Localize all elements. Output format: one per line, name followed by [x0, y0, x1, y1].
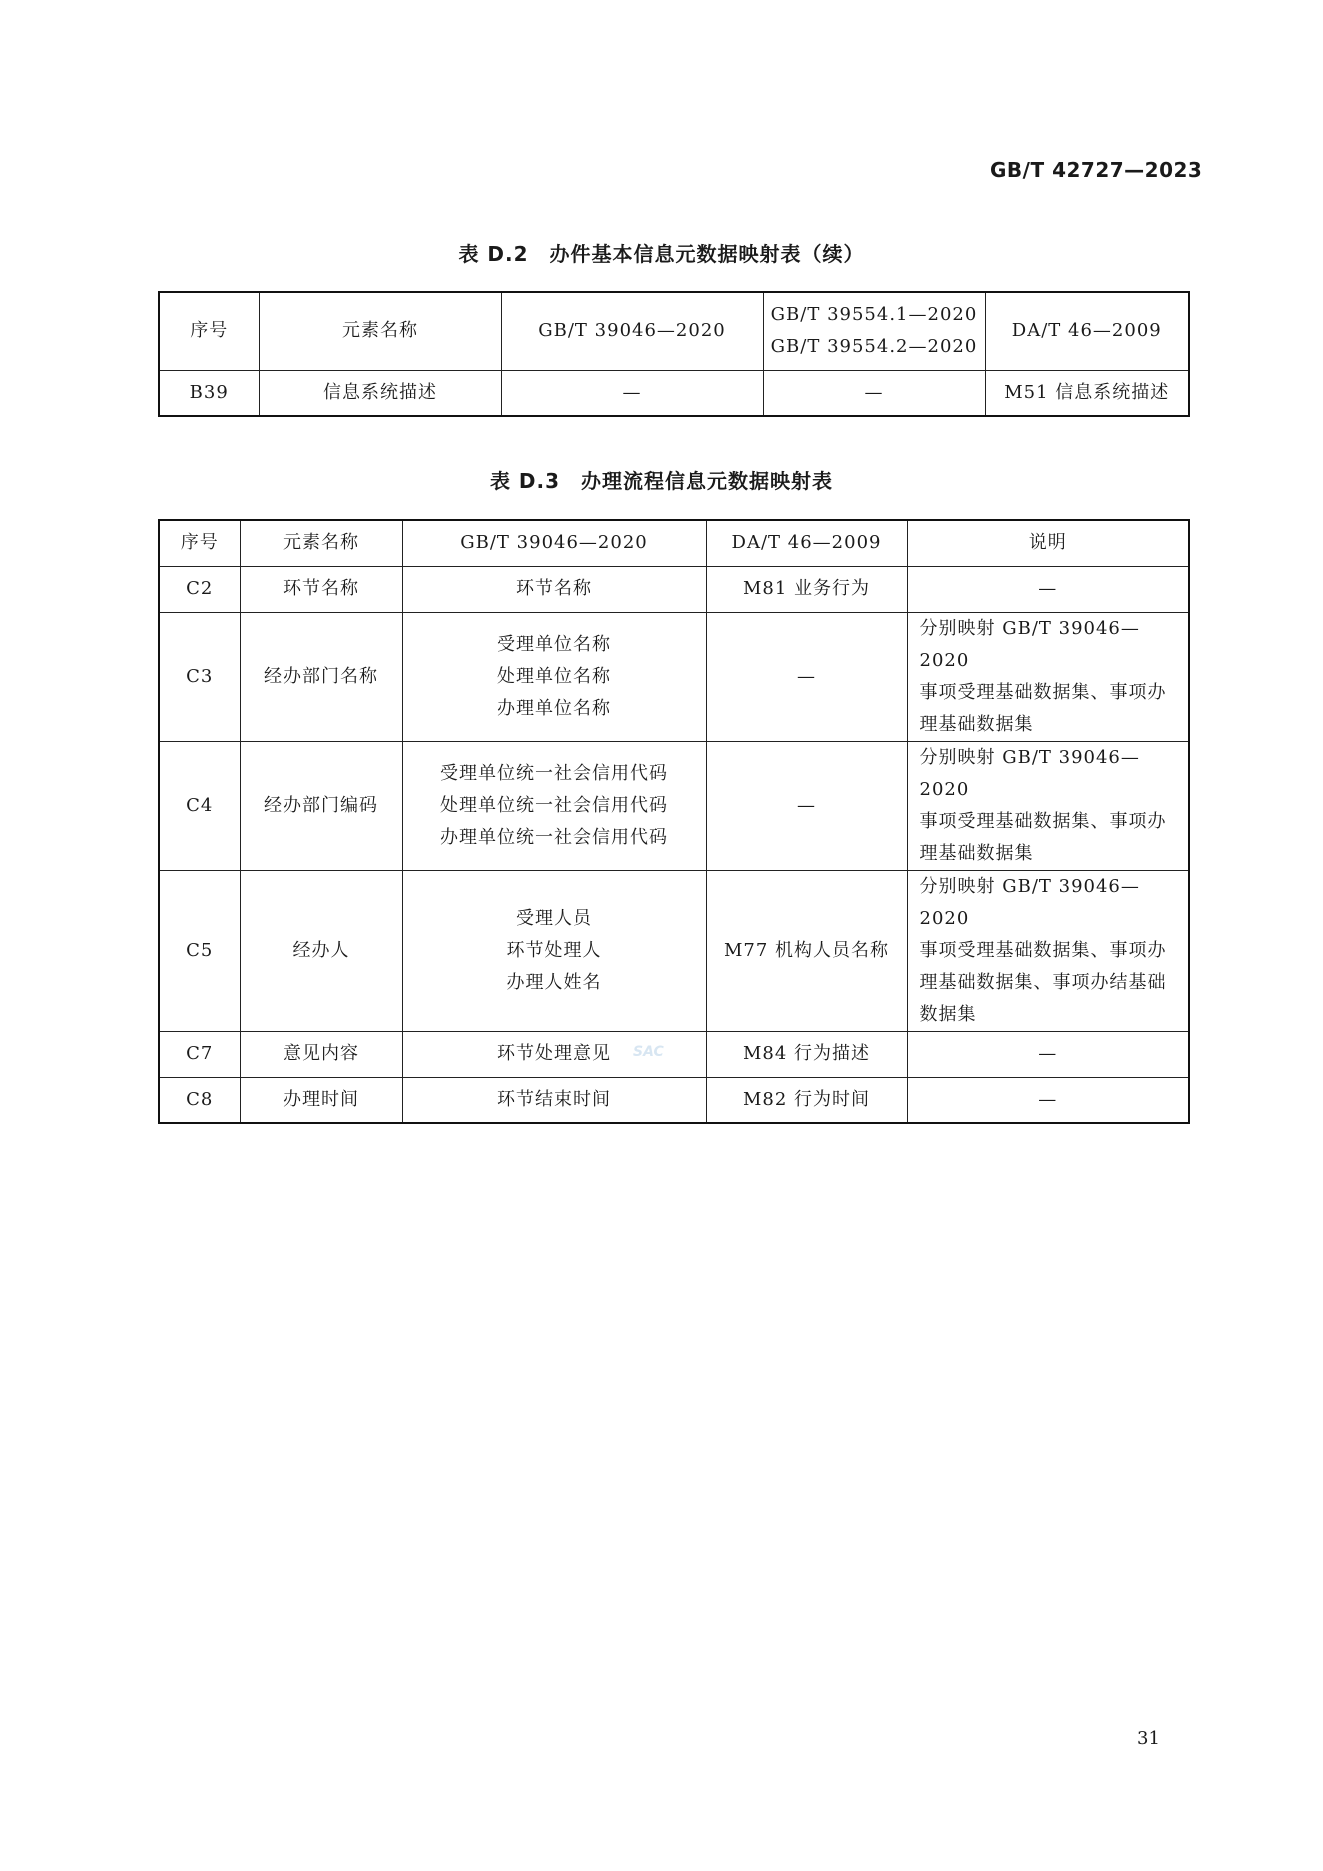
cell-line: 环节处理人 [506, 939, 602, 961]
table-d2-title: 表 D.2 办件基本信息元数据映射表（续） [458, 242, 865, 266]
cell-line: 理基础数据集、事项办结基础 [919, 971, 1167, 993]
table-cell: C7 [159, 1031, 240, 1077]
table-cell [402, 1077, 706, 1123]
table-cell: C3 [159, 612, 240, 741]
table-cell: M82 行为时间 [706, 1077, 907, 1123]
table-row [159, 612, 1189, 741]
table-cell: M81 业务行为 [706, 566, 907, 612]
document-code: GB/T 42727—2023 [990, 158, 1203, 182]
header-cell: DA/T 46—2009 [985, 292, 1189, 370]
table-cell [402, 566, 706, 612]
table-row [159, 741, 1189, 870]
table-cell: 经办部门编码 [240, 741, 402, 870]
table-cell [402, 870, 706, 1031]
table-cell: 环节名称 [240, 566, 402, 612]
page-number: 31 [1137, 1728, 1160, 1749]
table-cell: — [706, 612, 907, 741]
table-cell [907, 870, 1189, 1031]
header-cell: 说明 [907, 520, 1189, 566]
cell-line: 处理单位统一社会信用代码 [440, 794, 668, 816]
header-cell: 元素名称 [240, 520, 402, 566]
header-cell: 序号 [159, 520, 240, 566]
cell-line: 受理人员 [516, 907, 592, 929]
cell-line: 办理人姓名 [506, 971, 602, 993]
header-cell [763, 292, 985, 370]
cell-line: 理基础数据集 [919, 713, 1034, 735]
header-cell: GB/T 39046—2020 [501, 292, 763, 370]
table-row [159, 1077, 1189, 1123]
cell-line: 事项受理基础数据集、事项办 [919, 681, 1167, 703]
table-row [159, 870, 1189, 1031]
cell-line: — [1038, 578, 1058, 599]
cell-line: 理基础数据集 [919, 842, 1034, 864]
table-cell: 意见内容 [240, 1031, 402, 1077]
header-cell: 元素名称 [259, 292, 501, 370]
header-cell-line: GB/T 39554.2—2020 [770, 336, 978, 358]
table-cell: C8 [159, 1077, 240, 1123]
table-cell [907, 566, 1189, 612]
table-cell [907, 612, 1189, 741]
cell-line: — [1038, 1088, 1058, 1110]
cell-line: — [1038, 1043, 1058, 1064]
cell-line: 受理单位名称 [497, 633, 611, 655]
header-cell-line: GB/T 39554.1—2020 [770, 304, 978, 326]
cell-line: 事项受理基础数据集、事项办 [919, 939, 1167, 961]
table-d2 [158, 291, 1190, 417]
cell-line: 事项受理基础数据集、事项办 [919, 810, 1167, 832]
header-cell: DA/T 46—2009 [706, 520, 907, 566]
table-cell: — [706, 741, 907, 870]
cell-line: 分别映射 GB/T 39046—2020 [919, 875, 1140, 929]
table-cell: 经办人 [240, 870, 402, 1031]
sac-watermark-logo: SAC [633, 1044, 664, 1060]
cell-line: 处理单位名称 [497, 665, 611, 687]
table-cell [907, 1077, 1189, 1123]
header-cell: GB/T 39046—2020 [402, 520, 706, 566]
table-cell: C4 [159, 741, 240, 870]
table-cell [907, 741, 1189, 870]
table-cell: M51 信息系统描述 [985, 370, 1189, 416]
table-cell: B39 [159, 370, 259, 416]
table-row [159, 566, 1189, 612]
cell-line: 数据集 [919, 1003, 977, 1025]
cell-line: 分别映射 GB/T 39046—2020 [919, 617, 1140, 671]
cell-line: 环节结束时间 [497, 1088, 611, 1110]
cell-line: 办理单位名称 [497, 697, 611, 719]
table-d3-title: 表 D.3 办理流程信息元数据映射表 [489, 469, 834, 493]
cell-line: 分别映射 GB/T 39046—2020 [919, 746, 1140, 800]
table-cell: 信息系统描述 [259, 370, 501, 416]
table-cell [907, 1031, 1189, 1077]
table-cell: 办理时间 [240, 1077, 402, 1123]
table-header-row [159, 520, 1189, 566]
table-row [159, 370, 1189, 416]
cell-line: 环节处理意见 [497, 1043, 611, 1064]
table-row [159, 1031, 1189, 1077]
cell-line: 环节名称 [516, 578, 592, 599]
table-cell: — [763, 370, 985, 416]
table-header-row [159, 292, 1189, 370]
table-d3 [158, 519, 1190, 1124]
table-cell: C2 [159, 566, 240, 612]
table-cell: — [501, 370, 763, 416]
cell-line: 办理单位统一社会信用代码 [440, 826, 668, 848]
table-cell [402, 741, 706, 870]
table-cell: M77 机构人员名称 [706, 870, 907, 1031]
table-cell: M84 行为描述 [706, 1031, 907, 1077]
header-cell: 序号 [159, 292, 259, 370]
table-cell [402, 612, 706, 741]
table-cell: 经办部门名称 [240, 612, 402, 741]
cell-line: 受理单位统一社会信用代码 [440, 762, 668, 784]
table-cell: C5 [159, 870, 240, 1031]
